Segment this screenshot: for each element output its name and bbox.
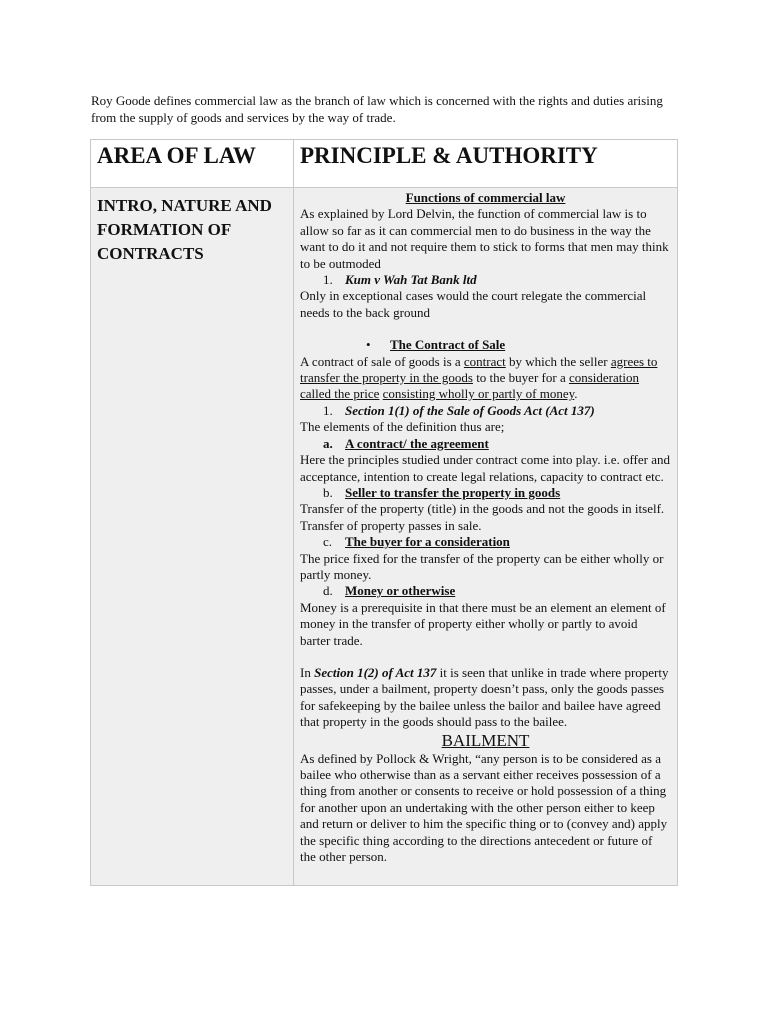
- section-1-2-pre: In: [300, 664, 315, 680]
- section-1-2-text: it is seen that unlike in trade where property passes, under a bailment, property doesn’t pass, only the goods passes for safekeeping by the bailee unless the bailor and bailee have agreed that property in the goods should pass to the bailee.: [300, 664, 669, 730]
- section-1-2-paragraph: [300, 665, 671, 731]
- sale-heading: The Contract of Sale: [390, 337, 506, 353]
- element-a: [300, 436, 671, 452]
- element-c-title: The buyer for a consideration: [345, 534, 510, 550]
- col1-header: AREA OF LAW: [91, 140, 294, 188]
- sale-def-text: to the buyer for a: [472, 370, 569, 386]
- sale-def-underlined: consisting wholly or partly of money: [382, 386, 575, 402]
- col2-header: PRINCIPLE & AUTHORITY: [294, 140, 678, 188]
- sale-heading-item: [300, 337, 671, 353]
- element-d-title: Money or otherwise: [345, 583, 456, 599]
- sale-def-underlined: agrees to transfer the property in the goods: [300, 353, 658, 386]
- sale-def-underlined: consideration called the price: [300, 370, 640, 402]
- sale-def-text: by which the seller: [505, 353, 611, 369]
- case-text: Only in exceptional cases would the court relegate the commercial needs to the back ground: [300, 288, 647, 320]
- sale-def-text: A contract of sale of goods is a: [300, 353, 464, 369]
- element-a-text: Here the principles studied under contract come into play. i.e. offer and acceptance, intention to create legal relations, capacity to contract etc.: [300, 452, 671, 484]
- spacer: [300, 321, 671, 337]
- element-a-label: a.: [323, 435, 333, 451]
- functions-heading: Functions of commercial law: [405, 190, 566, 205]
- bullet-icon: •: [366, 337, 371, 353]
- case-number: 1.: [323, 272, 333, 288]
- bailment-text: As defined by Pollock & Wright, “any person is to be considered as a bailee who otherwise than as a servant either receives possession of a thing from another or consents to receive or hold possession of a thing for another upon an undertaking with the other person either to keep and return or deliver to him the specific thing or to (convey and) apply the specific thing according to the directions antecedent or future of the other person.: [300, 750, 668, 865]
- law-table: [90, 139, 678, 886]
- bailment-heading: BAILMENT: [441, 730, 530, 750]
- element-b: [300, 485, 671, 501]
- section-1-2-ref: Section 1(2) of Act 137: [314, 664, 437, 680]
- element-a-title: A contract/ the agreement: [345, 435, 489, 451]
- element-b-text: Transfer of the property (title) in the goods and not the goods in itself. Transfer of property passes in sale.: [300, 501, 665, 533]
- body-row: [91, 188, 678, 886]
- case-item: [300, 272, 671, 288]
- spacer: [300, 649, 671, 665]
- sale-def-underlined: contract: [463, 353, 506, 369]
- element-b-label: b.: [323, 484, 333, 500]
- element-b-title: Seller to transfer the property in goods: [345, 484, 561, 500]
- sale-definition: [300, 354, 671, 403]
- element-c-text: The price fixed for the transfer of the property can be either wholly or partly money.: [300, 550, 664, 582]
- area-of-law-cell: INTRO, NATURE AND FORMATION OF CONTRACTS: [91, 188, 294, 886]
- elements-intro: The elements of the definition thus are;: [300, 419, 505, 435]
- header-row: [91, 140, 678, 188]
- functions-text: As explained by Lord Delvin, the function of commercial law is to allow so far as it can commercial men to do business in the way the want to do it and not require them to stick to forms that men may think to be outmoded: [300, 206, 669, 271]
- element-d: [300, 583, 671, 599]
- element-c: [300, 534, 671, 550]
- element-d-label: d.: [323, 583, 333, 599]
- case-name: Kum v Wah Tat Bank ltd: [345, 272, 477, 288]
- sale-def-text: .: [574, 386, 578, 402]
- section-item: [300, 403, 671, 419]
- element-c-label: c.: [323, 534, 333, 550]
- section-number: 1.: [323, 402, 333, 418]
- element-d-text: Money is a prerequisite in that there must be an element an element of money in the transfer of property either wholly or partly to avoid barter trade.: [300, 599, 666, 648]
- intro-paragraph: Roy Goode defines commercial law as the branch of law which is concerned with the rights and duties arising from the supply of goods and services by the way of trade.: [91, 93, 663, 125]
- section-title: Section 1(1) of the Sale of Goods Act (Act 137): [345, 402, 595, 418]
- principle-cell: [294, 188, 678, 886]
